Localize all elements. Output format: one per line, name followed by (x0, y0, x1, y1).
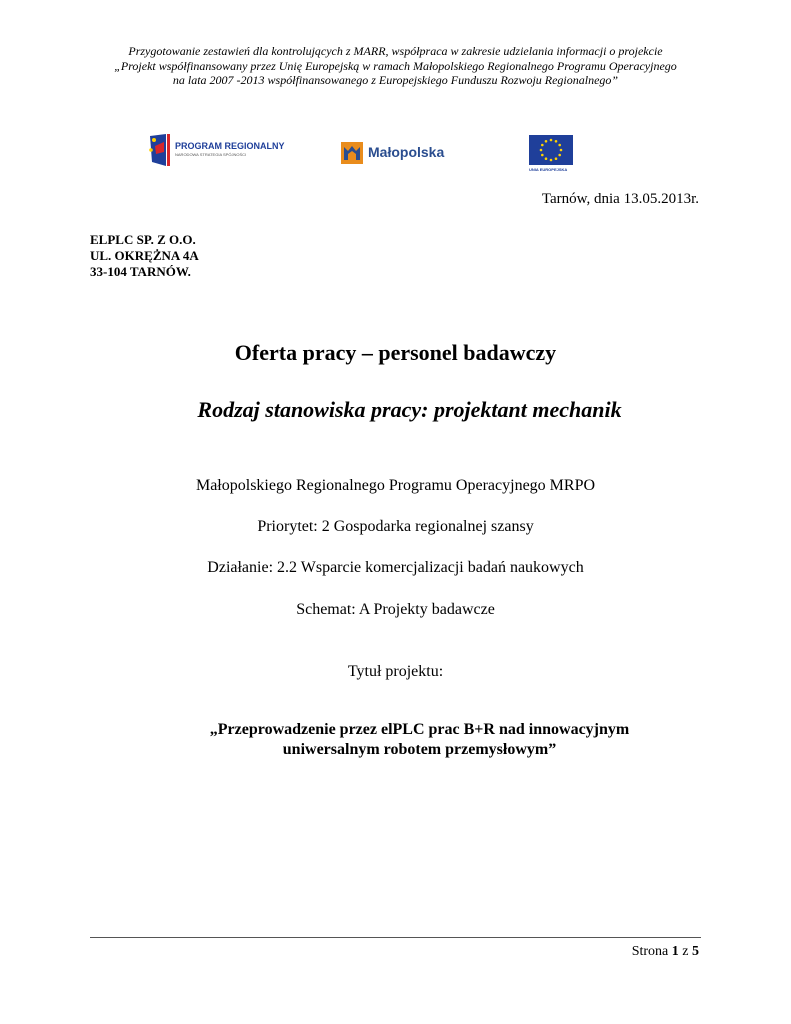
address-line: 33-104 TARNÓW. (90, 264, 191, 279)
page-number (632, 944, 699, 960)
project-title-label: Tytuł projektu: (347, 663, 444, 680)
unia-europejska-logo (527, 134, 577, 174)
program-regionalny-logo (146, 132, 285, 168)
program-regionalny-tagline: NARODOWA STRATEGIA SPÓJNOŚCI (175, 152, 247, 157)
address-line: ELPLC SP. Z O.O. (90, 232, 196, 247)
malopolska-emblem-icon (341, 142, 363, 164)
eu-flag-icon (527, 134, 577, 166)
page-word: Strona (631, 944, 669, 959)
address-line: UL. OKRĘŻNA 4A (90, 248, 199, 263)
malopolska-logo (341, 140, 456, 166)
offer-title: Oferta pracy – personel badawczy (234, 340, 557, 365)
project-title-line: „Przeprowadzenie przez elPLC prac B+R nad innowacyjnym (209, 721, 630, 738)
project-title (0, 720, 791, 760)
header-note-line: na lata 2007 -2013 współfinansowanego z Europejskiego Funduszu Rozwoju Regionalnego” (172, 73, 619, 87)
project-title-line: uniwersalnym robotem przemysłowym” (282, 741, 557, 758)
company-address (90, 232, 199, 280)
priority-line: Priorytet: 2 Gospodarka regionalnej szansy (257, 518, 534, 535)
scheme-line: Schemat: A Projekty badawcze (296, 601, 495, 618)
document-date: Tarnów, dnia 13.05.2013r. (541, 191, 699, 207)
page-current: 1 (671, 944, 679, 959)
action-line: Działanie: 2.2 Wsparcie komercjalizacji badań naukowych (207, 559, 584, 576)
malopolska-name: Małopolska (368, 144, 445, 160)
program-name: Małopolskiego Regionalnego Programu Operacyjnego MRPO (195, 477, 596, 494)
position-subtitle: Rodzaj stanowiska pracy: projektant mechanik (197, 397, 622, 422)
header-note-line: Przygotowanie zestawień dla kontrolujących z MARR, współpraca w zakresie udzielania informacji o projekcie (128, 44, 663, 58)
header-note (60, 44, 731, 88)
page-total: 5 (692, 944, 699, 959)
footer-divider (90, 937, 701, 938)
header-note-line: „Projekt współfinansowany przez Unię Europejską w ramach Małopolskiego Regionalnego Programu Operacyjnego (114, 58, 677, 73)
page-of: z (682, 944, 689, 959)
unia-europejska-name: UNIA EUROPEJSKA (529, 167, 568, 172)
program-regionalny-name: PROGRAM REGIONALNY (175, 141, 285, 151)
